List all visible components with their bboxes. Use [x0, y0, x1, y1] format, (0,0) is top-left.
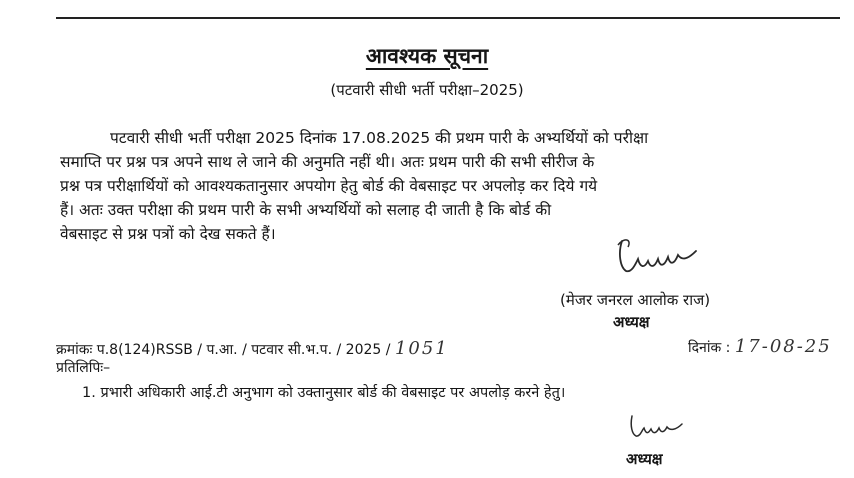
reference-text: क्रमांकः प.8(124)RSSB / प.आ. / पटवार सी.भ.प. / 2025 / — [56, 342, 391, 358]
date-line — [688, 336, 832, 357]
notice-title: आवश्यक सूचना — [365, 44, 489, 68]
signatory-name: (मेजर जनरल आलोक राज) — [560, 291, 711, 309]
body-line: वेबसाइट से प्रश्न पत्रों को देख सकते हैं। — [60, 225, 276, 243]
handwritten-reference-number: 1051 — [394, 338, 449, 359]
reference-number — [56, 338, 449, 359]
copy-item: 1. प्रभारी अधिकारी आई.टी अनुभाग को उक्तानुसार बोर्ड की वेबसाइट पर अपलोड़ करने हेतु। — [82, 385, 566, 401]
signatory-designation: अध्यक्ष — [613, 313, 650, 331]
date-label: दिनांक : — [688, 340, 731, 356]
body-line: समाप्ति पर प्रश्न पत्र अपने साथ ले जाने की अनुमति नहीं थी। अतः प्रथम पारी की सभी सीरीज के — [60, 153, 595, 171]
handwritten-date: 17-08-25 — [734, 336, 832, 357]
notice-subtitle: (पटवारी सीधी भर्ती परीक्षा–2025) — [330, 81, 524, 99]
body-line: प्रश्न पत्र परीक्षार्थियों को आवश्यकतानुसार अपयोग हेतु बोर्ड की वेबसाइट पर अपलोड़ कर दिये गये — [60, 177, 598, 195]
copy-signatory-designation: अध्यक्ष — [626, 450, 663, 468]
header-rule — [56, 17, 840, 19]
signature-image — [612, 233, 702, 279]
copy-label: प्रतिलिपिः– — [56, 360, 111, 376]
notice-body — [60, 126, 780, 246]
initials-signature — [626, 412, 686, 442]
body-line: पटवारी सीधी भर्ती परीक्षा 2025 दिनांक 17.08.2025 की प्रथम पारी के अभ्यर्थियों को परीक्षा — [110, 129, 649, 147]
body-line: हैं। अतः उक्त परीक्षा की प्रथम पारी के सभी अभ्यर्थियों को सलाह दी जाती है कि बोर्ड की — [60, 201, 552, 219]
